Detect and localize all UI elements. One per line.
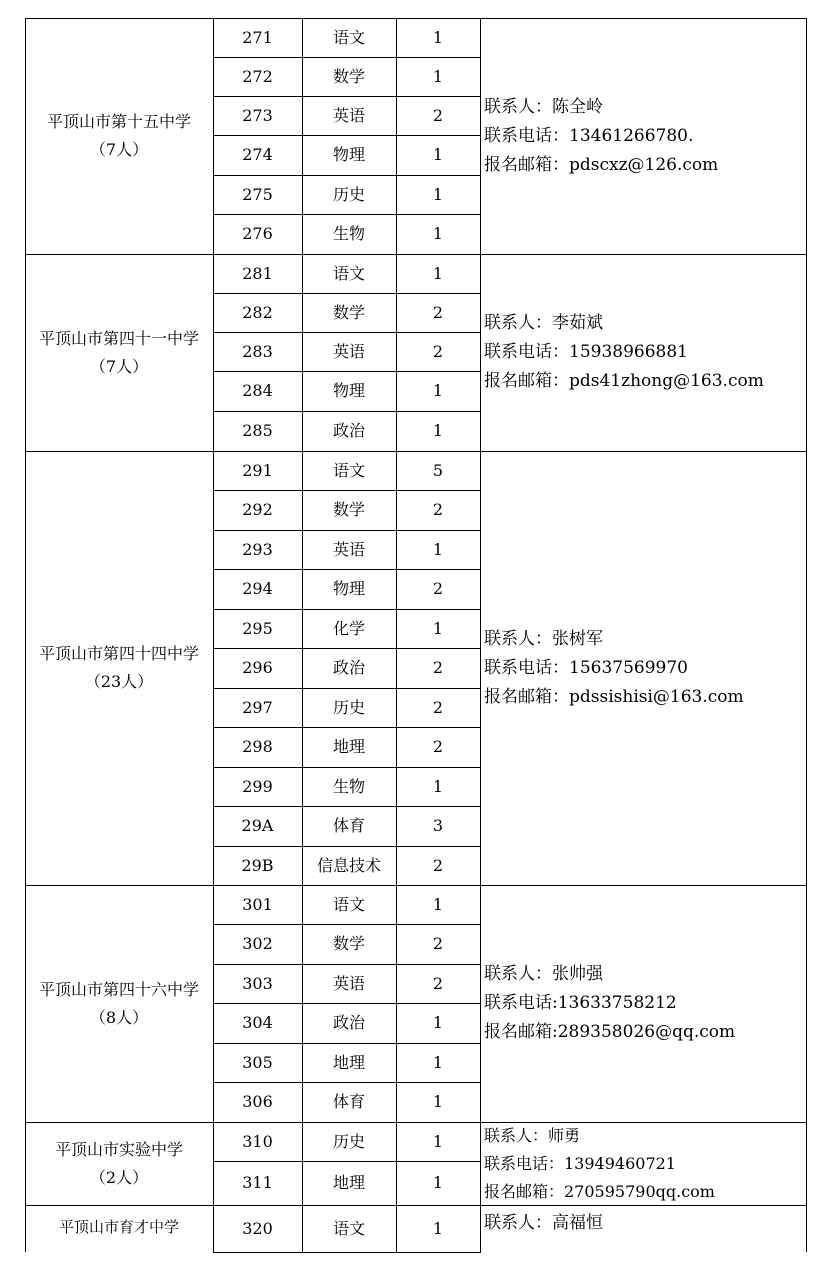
subject-cell bbox=[302, 924, 396, 964]
subject-cell bbox=[302, 846, 396, 885]
post-code-cell bbox=[213, 530, 302, 569]
row-divider bbox=[213, 371, 480, 372]
contact-email: 报名邮箱：pdssishisi@163.com bbox=[484, 686, 744, 707]
post-code-cell bbox=[213, 924, 302, 964]
post-code: 273 bbox=[242, 105, 273, 125]
table-right-border bbox=[806, 18, 807, 1252]
row-divider bbox=[213, 96, 480, 97]
quota-count: 2 bbox=[432, 302, 444, 322]
quota-cell bbox=[396, 214, 480, 254]
subject-cell bbox=[302, 332, 396, 371]
contact-email: 报名邮箱：270595790qq.com bbox=[484, 1181, 715, 1201]
subject-name: 地理 bbox=[332, 1173, 365, 1192]
subject-cell bbox=[302, 96, 396, 135]
row-divider bbox=[213, 490, 480, 491]
quota-cell bbox=[396, 332, 480, 371]
quota-count: 2 bbox=[432, 579, 444, 598]
post-code-cell bbox=[213, 806, 302, 846]
post-code: 29B bbox=[241, 855, 274, 875]
subject-name: 生物 bbox=[332, 776, 365, 796]
post-code: 29A bbox=[241, 816, 274, 835]
subject-cell bbox=[302, 569, 396, 609]
row-divider bbox=[213, 767, 480, 768]
col-divider-code bbox=[213, 18, 214, 1253]
post-code: 272 bbox=[242, 66, 273, 86]
post-code-cell bbox=[213, 411, 302, 451]
subject-name: 数学 bbox=[332, 934, 365, 953]
subject-name: 政治 bbox=[332, 658, 365, 677]
quota-count: 1 bbox=[432, 1052, 444, 1072]
post-code: 285 bbox=[242, 421, 273, 440]
quota-count: 1 bbox=[432, 145, 444, 164]
contact-person: 联系人：师勇 bbox=[484, 1125, 581, 1145]
post-code: 282 bbox=[242, 302, 273, 322]
subject-cell bbox=[302, 293, 396, 332]
quota-count: 2 bbox=[432, 105, 444, 125]
post-code-cell bbox=[213, 214, 302, 254]
school-name-cell bbox=[25, 18, 213, 254]
row-divider bbox=[213, 1161, 480, 1162]
school-name: 平顶山市第十五中学 bbox=[46, 112, 191, 131]
subject-name: 物理 bbox=[332, 381, 365, 400]
post-code: 276 bbox=[242, 224, 273, 243]
quota-cell bbox=[396, 924, 480, 964]
quota-cell bbox=[396, 806, 480, 846]
col-divider-count bbox=[396, 18, 397, 1252]
row-divider bbox=[213, 214, 480, 215]
subject-name: 语文 bbox=[332, 894, 365, 914]
post-code: 274 bbox=[242, 145, 273, 164]
post-code-cell bbox=[213, 451, 302, 490]
contact-lines bbox=[484, 93, 718, 180]
row-divider bbox=[213, 135, 480, 136]
quota-cell bbox=[396, 688, 480, 727]
contact-email: 报名邮箱：pds41zhong@163.com bbox=[484, 371, 764, 391]
post-code-cell bbox=[213, 688, 302, 727]
quota-cell bbox=[396, 648, 480, 688]
post-code: 306 bbox=[242, 1092, 273, 1111]
row-divider bbox=[213, 569, 480, 570]
row-divider bbox=[213, 1003, 480, 1004]
post-code-cell bbox=[213, 885, 302, 924]
post-code-cell bbox=[213, 293, 302, 332]
row-divider bbox=[213, 1082, 480, 1083]
row-divider bbox=[213, 846, 480, 847]
quota-count: 2 bbox=[432, 658, 444, 677]
quota-count: 1 bbox=[432, 776, 444, 796]
school-quota-total: （8人） bbox=[89, 1007, 149, 1027]
post-code: 302 bbox=[242, 934, 273, 953]
post-code: 304 bbox=[242, 1013, 273, 1032]
contact-cell bbox=[480, 451, 806, 885]
row-divider bbox=[213, 806, 480, 807]
school-name: 平顶山市育才中学 bbox=[58, 1218, 179, 1236]
subject-name: 英语 bbox=[332, 973, 365, 993]
subject-cell bbox=[302, 688, 396, 727]
row-divider bbox=[213, 648, 480, 649]
post-code-cell bbox=[213, 135, 302, 175]
bottom-border bbox=[213, 1252, 480, 1253]
subject-cell bbox=[302, 1003, 396, 1043]
contact-cell bbox=[480, 18, 806, 254]
post-code: 271 bbox=[242, 27, 273, 47]
subject-cell bbox=[302, 1205, 396, 1252]
subject-name: 地理 bbox=[332, 1052, 365, 1072]
quota-count: 2 bbox=[432, 500, 444, 519]
post-code-cell bbox=[213, 332, 302, 371]
quota-count: 1 bbox=[432, 1173, 444, 1192]
row-divider bbox=[213, 1043, 480, 1044]
subject-cell bbox=[302, 885, 396, 924]
quota-count: 1 bbox=[432, 224, 444, 243]
row-divider bbox=[213, 175, 480, 176]
post-code-cell bbox=[213, 1122, 302, 1161]
table-left-border bbox=[25, 18, 26, 1252]
contact-person: 联系人：张树军 bbox=[484, 628, 603, 649]
post-code: 284 bbox=[242, 381, 273, 400]
post-code-cell bbox=[213, 57, 302, 96]
quota-count: 2 bbox=[432, 934, 444, 953]
post-code: 292 bbox=[242, 500, 273, 519]
quota-cell bbox=[396, 885, 480, 924]
subject-cell bbox=[302, 411, 396, 451]
quota-cell bbox=[396, 727, 480, 767]
quota-cell bbox=[396, 451, 480, 490]
school-name: 平顶山市第四十四中学 bbox=[38, 644, 199, 663]
quota-cell bbox=[396, 135, 480, 175]
post-code: 310 bbox=[242, 1131, 273, 1151]
subject-name: 语文 bbox=[332, 27, 365, 47]
post-code: 293 bbox=[242, 539, 273, 559]
quota-count: 1 bbox=[432, 1218, 444, 1238]
quota-cell bbox=[396, 18, 480, 57]
quota-count: 1 bbox=[432, 539, 444, 559]
subject-cell bbox=[302, 964, 396, 1003]
subject-name: 历史 bbox=[332, 184, 365, 204]
quota-cell bbox=[396, 767, 480, 806]
quota-cell bbox=[396, 569, 480, 609]
quota-cell bbox=[396, 1205, 480, 1252]
subject-name: 历史 bbox=[332, 697, 365, 717]
subject-cell bbox=[302, 490, 396, 530]
quota-count: 1 bbox=[432, 618, 444, 638]
row-divider bbox=[213, 57, 480, 58]
subject-name: 语文 bbox=[332, 263, 365, 283]
subject-cell bbox=[302, 767, 396, 806]
school-quota-total: （23人） bbox=[84, 672, 154, 691]
contact-email: 报名邮箱:289358026@qq.com bbox=[484, 1022, 736, 1042]
post-code-cell bbox=[213, 846, 302, 885]
quota-count: 1 bbox=[432, 263, 444, 283]
school-name-cell bbox=[25, 1205, 213, 1252]
quota-cell bbox=[396, 1082, 480, 1122]
school-name-cell bbox=[25, 1122, 213, 1205]
quota-count: 2 bbox=[432, 855, 444, 875]
contact-phone: 联系电话:13633758212 bbox=[484, 993, 677, 1013]
subject-name: 物理 bbox=[332, 145, 365, 164]
school-name-cell bbox=[25, 254, 213, 451]
post-code-cell bbox=[213, 609, 302, 648]
quota-count: 2 bbox=[432, 737, 444, 756]
row-divider bbox=[213, 688, 480, 689]
subject-cell bbox=[302, 254, 396, 293]
quota-count: 1 bbox=[432, 1131, 444, 1151]
subject-cell bbox=[302, 371, 396, 411]
contact-phone: 联系电话：15637569970 bbox=[484, 657, 688, 678]
subject-cell bbox=[302, 609, 396, 648]
quota-count: 2 bbox=[432, 341, 444, 361]
contact-phone: 联系电话：15938966881 bbox=[484, 342, 688, 362]
post-code-cell bbox=[213, 569, 302, 609]
quota-count: 1 bbox=[432, 1092, 444, 1111]
quota-cell bbox=[396, 175, 480, 214]
contact-person: 联系人：高福恒 bbox=[484, 1213, 603, 1233]
quota-count: 1 bbox=[432, 894, 444, 914]
post-code-cell bbox=[213, 964, 302, 1003]
quota-count: 3 bbox=[432, 816, 444, 835]
contact-email: 报名邮箱：pdscxz@126.com bbox=[484, 154, 719, 175]
school-quota-total: （7人） bbox=[89, 356, 149, 376]
row-divider bbox=[213, 293, 480, 294]
quota-cell bbox=[396, 964, 480, 1003]
subject-name: 地理 bbox=[332, 737, 365, 756]
post-code: 303 bbox=[242, 973, 273, 993]
school-quota-total: （7人） bbox=[89, 140, 149, 159]
post-code-cell bbox=[213, 1205, 302, 1252]
contact-cell bbox=[480, 254, 806, 451]
subject-name: 体育 bbox=[332, 816, 365, 835]
post-code-cell bbox=[213, 490, 302, 530]
contact-person: 联系人：李茹斌 bbox=[484, 313, 603, 333]
subject-cell bbox=[302, 727, 396, 767]
post-code: 311 bbox=[242, 1173, 273, 1192]
school-name-cell bbox=[25, 885, 213, 1122]
subject-cell bbox=[302, 530, 396, 569]
post-code: 299 bbox=[242, 776, 273, 796]
post-code: 295 bbox=[242, 618, 273, 638]
post-code: 301 bbox=[242, 894, 273, 914]
subject-name: 数学 bbox=[332, 302, 365, 322]
quota-count: 1 bbox=[432, 27, 444, 47]
quota-cell bbox=[396, 530, 480, 569]
post-code-cell bbox=[213, 18, 302, 57]
subject-name: 政治 bbox=[332, 421, 365, 440]
post-code: 294 bbox=[242, 579, 273, 598]
post-code-cell bbox=[213, 727, 302, 767]
subject-name: 信息技术 bbox=[316, 855, 381, 875]
quota-count: 1 bbox=[432, 421, 444, 440]
contact-cell bbox=[480, 885, 806, 1122]
row-divider bbox=[213, 411, 480, 412]
quota-cell bbox=[396, 1003, 480, 1043]
quota-count: 2 bbox=[432, 697, 444, 717]
quota-cell bbox=[396, 57, 480, 96]
post-code-cell bbox=[213, 175, 302, 214]
contact-cell bbox=[480, 1122, 806, 1205]
post-code: 298 bbox=[242, 737, 273, 756]
row-divider bbox=[213, 964, 480, 965]
post-code: 291 bbox=[242, 460, 273, 480]
subject-name: 数学 bbox=[332, 66, 365, 86]
post-code-cell bbox=[213, 1003, 302, 1043]
post-code-cell bbox=[213, 254, 302, 293]
school-quota-total: （2人） bbox=[89, 1167, 149, 1187]
quota-cell bbox=[396, 1122, 480, 1161]
subject-cell bbox=[302, 175, 396, 214]
subject-cell bbox=[302, 806, 396, 846]
post-code-cell bbox=[213, 1161, 302, 1205]
contact-lines bbox=[484, 625, 744, 712]
post-code-cell bbox=[213, 96, 302, 135]
post-code: 320 bbox=[242, 1218, 273, 1238]
post-code: 305 bbox=[242, 1052, 273, 1072]
quota-cell bbox=[396, 371, 480, 411]
quota-count: 1 bbox=[432, 66, 444, 86]
col-divider-subject bbox=[302, 18, 303, 1252]
subject-name: 历史 bbox=[332, 1131, 365, 1151]
contact-person: 联系人：张帅强 bbox=[484, 964, 603, 984]
subject-name: 数学 bbox=[332, 500, 365, 519]
post-code: 281 bbox=[242, 263, 273, 283]
post-code: 283 bbox=[242, 341, 273, 361]
row-divider bbox=[213, 727, 480, 728]
school-name: 平顶山市第四十六中学 bbox=[38, 979, 199, 999]
contact-phone: 联系电话：13461266780. bbox=[484, 125, 694, 146]
subject-cell bbox=[302, 135, 396, 175]
subject-name: 物理 bbox=[332, 579, 365, 598]
quota-cell bbox=[396, 846, 480, 885]
subject-cell bbox=[302, 451, 396, 490]
quota-count: 5 bbox=[432, 460, 444, 480]
quota-count: 2 bbox=[432, 973, 444, 993]
row-divider bbox=[213, 609, 480, 610]
post-code-cell bbox=[213, 648, 302, 688]
post-code: 275 bbox=[242, 184, 273, 204]
quota-count: 1 bbox=[432, 1013, 444, 1032]
subject-cell bbox=[302, 18, 396, 57]
quota-cell bbox=[396, 254, 480, 293]
subject-cell bbox=[302, 1043, 396, 1082]
subject-name: 化学 bbox=[332, 618, 365, 638]
contact-person: 联系人：陈全岭 bbox=[484, 96, 603, 117]
quota-cell bbox=[396, 609, 480, 648]
contact-lines bbox=[484, 960, 735, 1047]
contact-lines bbox=[484, 1122, 715, 1206]
post-code: 296 bbox=[242, 658, 273, 677]
subject-name: 生物 bbox=[332, 224, 365, 243]
school-name: 平顶山市第四十一中学 bbox=[38, 328, 199, 348]
subject-name: 英语 bbox=[332, 539, 365, 559]
school-name-cell bbox=[25, 451, 213, 885]
post-code-cell bbox=[213, 767, 302, 806]
subject-name: 体育 bbox=[332, 1092, 365, 1111]
contact-phone: 联系电话：13949460721 bbox=[484, 1153, 676, 1173]
subject-name: 语文 bbox=[332, 460, 365, 480]
quota-cell bbox=[396, 293, 480, 332]
quota-cell bbox=[396, 411, 480, 451]
contact-lines bbox=[484, 1209, 603, 1238]
contact-cell bbox=[480, 1205, 806, 1252]
subject-name: 英语 bbox=[332, 341, 365, 361]
quota-cell bbox=[396, 96, 480, 135]
post-code: 297 bbox=[242, 697, 273, 717]
post-code-cell bbox=[213, 1082, 302, 1122]
subject-cell bbox=[302, 648, 396, 688]
subject-cell bbox=[302, 1161, 396, 1205]
row-divider bbox=[213, 924, 480, 925]
quota-count: 1 bbox=[432, 184, 444, 204]
row-divider bbox=[213, 332, 480, 333]
quota-cell bbox=[396, 490, 480, 530]
col-divider-contact bbox=[480, 18, 481, 1253]
subject-name: 英语 bbox=[332, 105, 365, 125]
quota-cell bbox=[396, 1043, 480, 1082]
subject-cell bbox=[302, 1122, 396, 1161]
quota-count: 1 bbox=[432, 381, 444, 400]
subject-cell bbox=[302, 57, 396, 96]
post-code-cell bbox=[213, 1043, 302, 1082]
subject-name: 语文 bbox=[332, 1218, 365, 1238]
subject-cell bbox=[302, 214, 396, 254]
row-divider bbox=[213, 530, 480, 531]
school-name: 平顶山市实验中学 bbox=[54, 1139, 183, 1159]
contact-lines bbox=[484, 309, 764, 396]
subject-cell bbox=[302, 1082, 396, 1122]
post-code-cell bbox=[213, 371, 302, 411]
subject-name: 政治 bbox=[332, 1013, 365, 1032]
quota-cell bbox=[396, 1161, 480, 1205]
